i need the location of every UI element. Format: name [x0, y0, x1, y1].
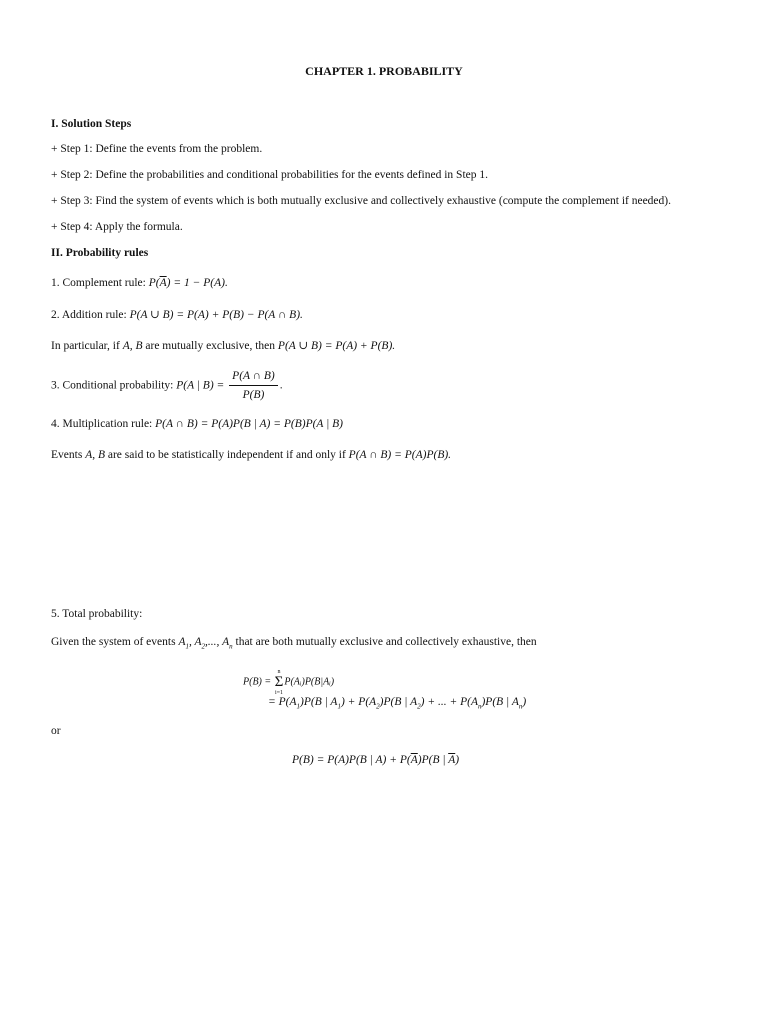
step-1: + Step 1: Define the events from the problem.	[51, 143, 263, 155]
particular-formula: P(A ∪ B) = P(A) + P(B).	[277, 340, 396, 352]
independent-vars: A, B	[85, 449, 105, 461]
given-suffix: that are both mutually exclusive and collectively exhaustive, then	[235, 636, 537, 648]
addition-rule-label: 2. Addition rule:	[51, 309, 127, 321]
particular-vars: A, B	[122, 340, 143, 352]
page-title: CHAPTER 1. PROBABILITY	[305, 64, 463, 78]
particular-mid: are mutually exclusive, then	[145, 340, 276, 352]
independent-mid: are said to be statistically independent if and only if	[107, 449, 346, 461]
particular-case	[51, 339, 395, 353]
conditional-denominator: P(B)	[242, 389, 265, 401]
or-label: or	[51, 725, 61, 737]
independence-definition	[51, 448, 451, 462]
independent-formula: P(A ∩ B) = P(A)P(B).	[348, 449, 452, 461]
complement-rule	[51, 276, 228, 290]
conditional-numerator: P(A ∩ B)	[229, 368, 278, 386]
step-2: + Step 2: Define the probabilities and conditional probabilities for the events defined in Step 1.	[51, 169, 488, 181]
conditional-end: .	[279, 379, 283, 392]
given-system	[51, 635, 537, 653]
total-probability-label: 5. Total probability:	[51, 608, 143, 620]
sigma-icon: n Σ i=1	[274, 669, 284, 696]
independent-prefix: Events	[51, 449, 83, 461]
sum-lower-limit: i=1	[274, 690, 284, 696]
complement-formula-lhs: $P(\overline{A})$	[148, 277, 171, 289]
multiplication-rule	[51, 417, 343, 431]
conditional-probability	[51, 368, 283, 403]
conditional-lhs: P(A | B) =	[176, 379, 225, 392]
addition-rule	[51, 308, 303, 322]
multiplication-formula: P(A ∩ B) = P(A)P(B | A) = P(B)P(A | B)	[155, 418, 344, 430]
sum-term: P(Aᵢ)P(B|Aᵢ)	[284, 676, 335, 688]
final-formula: P(B) = P(A)P(B | $A) + P(\overline{A})P(B$ | $\overline{A}$)	[292, 754, 460, 766]
section-heading-solution-steps: I. Solution Steps	[51, 118, 132, 130]
step-3: + Step 3: Find the system of events which is both mutually exclusive and collectively exhaustive (compute the complement if needed).	[51, 195, 671, 207]
particular-prefix: In particular, if	[51, 340, 120, 352]
sum-formula	[243, 668, 334, 697]
addition-formula: P(A ∪ B) = P(A) + P(B) − P(A ∩ B).	[129, 309, 303, 321]
sum-upper-limit: n	[277, 669, 281, 675]
events-list: $A_1$, $A_2$,..., $A_n$	[178, 636, 233, 651]
sum-lhs: P(B) =	[243, 676, 272, 688]
sum-expansion: = $P(A_1)P(B$ | $A_1) + P(A_2)P(B$ | $A_2$) + ... + $P(A_n)P(B$ | $A_n$)	[268, 696, 527, 711]
complement-formula-rhs: = 1 − P(A).	[173, 277, 228, 289]
given-prefix: Given the system of events	[51, 636, 176, 648]
conditional-label: 3. Conditional probability:	[51, 379, 174, 392]
step-4: + Step 4: Apply the formula.	[51, 221, 183, 233]
complement-rule-label: 1. Complement rule:	[51, 277, 146, 289]
conditional-fraction	[229, 368, 278, 403]
multiplication-label: 4. Multiplication rule:	[51, 418, 153, 430]
section-heading-probability-rules: II. Probability rules	[51, 247, 149, 259]
